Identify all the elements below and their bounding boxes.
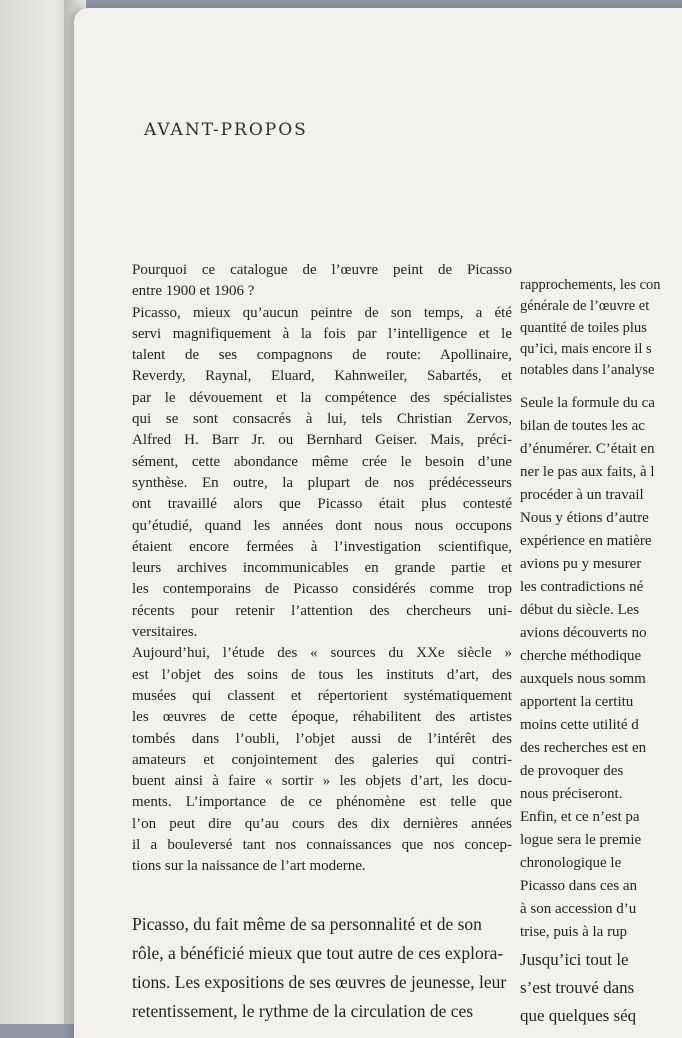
text-line: nous préciseront. (520, 786, 623, 802)
text-line: Seule la formule du ca (520, 395, 655, 411)
text-line: logue sera le premie (520, 832, 642, 848)
left-column-text-continued (132, 910, 512, 1026)
text-line: rôle, a bénéficié mieux que tout autre de ces explora- (132, 943, 504, 963)
text-line: retentissement, le rythme de la circulation de ces (132, 1001, 474, 1021)
text-line: étaient encore fermées à l’investigation scientifique, (132, 538, 512, 555)
text-line: début du siècle. Les (520, 602, 640, 618)
text-line: quantité de toiles plus (520, 319, 647, 336)
text-line: que quelques séq (520, 1006, 637, 1025)
text-line: trise, puis à la rup (520, 924, 628, 940)
text-line: l’on peut dire qu’au cours des dix dernières années (132, 815, 512, 832)
text-line: tions sur la naissance de l’art moderne. (132, 858, 366, 875)
text-line: auxquels nous somm (520, 671, 646, 687)
text-line: Picasso dans ces an (520, 878, 638, 894)
text-line: sément, cette abondance même crée le besoin d’une (132, 453, 512, 470)
book-page (74, 8, 682, 1038)
text-line: d’énumérer. C’était en (520, 441, 655, 457)
text-line: leurs archives incommunicables en grande partie et (132, 560, 512, 577)
text-line: est l’objet des soins de tous les instituts d’art, des (132, 666, 512, 683)
text-line: les contemporains de Picasso considérés comme trop (132, 581, 512, 598)
text-line: les contradictions né (520, 579, 644, 595)
text-line: moins cette utilité d (520, 717, 639, 733)
text-line: apportent la certitu (520, 694, 634, 710)
text-line: générale de l’œuvre et (520, 298, 650, 315)
text-line: ont travaillé alors que Picasso était plus contesté (132, 496, 512, 513)
right-column-text-top (520, 275, 682, 381)
text-line: Aujourd’hui, l’étude des « sources du XXe siècle » (132, 645, 512, 662)
right-column-text-middle (520, 392, 682, 944)
text-line: Alfred H. Barr Jr. ou Bernhard Geiser. Mais, préci- (132, 432, 512, 449)
text-line: s’est trouvé dans (520, 978, 635, 997)
text-line: bilan de toutes les ac (520, 418, 645, 434)
text-line: entre 1900 et 1906 ? (132, 283, 255, 300)
text-line: qui se sont consacrés à lui, tels Christian Zervos, (132, 411, 512, 428)
page-heading: AVANT-PROPOS (144, 120, 308, 140)
text-line: synthèse. En outre, la plupart de nos prédécesseurs (132, 474, 512, 491)
text-line: il a bouleversé tant nos connaissances que nos concep- (132, 837, 512, 854)
text-line: Nous y étions d’autre (520, 510, 649, 526)
text-line: expérience en matière (520, 533, 652, 549)
text-line: amateurs et conjointement des galeries qui contri- (132, 751, 512, 768)
text-line: Jusqu’ici tout le (520, 950, 629, 969)
text-line: qu’ici, mais encore il s (520, 340, 652, 357)
text-line: récents pour retenir l’attention des chercheurs uni- (132, 602, 512, 619)
text-line: ments. L’importance de ce phénomène est telle que (132, 794, 512, 811)
text-line: de provoquer des (520, 763, 624, 779)
text-line: Picasso, mieux qu’aucun peintre de son temps, a été (132, 304, 512, 321)
text-line: Enfin, et ce n’est pa (520, 809, 640, 825)
text-line: notables dans l’analyse (520, 362, 655, 379)
text-line: qu’étudié, quand les années dont nous nous occupons (132, 517, 512, 534)
text-line: Picasso, du fait même de sa personnalité et de son (132, 914, 482, 934)
text-line: avions découverts no (520, 625, 647, 641)
text-line: talent de ses compagnons de route: Apollinaire, (132, 347, 512, 364)
text-line: avions pu y mesurer (520, 556, 642, 572)
text-line: cherche méthodique (520, 648, 642, 664)
text-line: à son accession d’u (520, 901, 637, 917)
text-line: tions. Les expositions de ses œuvres de jeunesse, leur (132, 972, 507, 992)
right-column-text-bottom (520, 946, 682, 1030)
text-line: buent ainsi à faire « sortir » les objets d’art, les docu- (132, 773, 512, 790)
left-column-text (132, 260, 512, 878)
text-line: servi magnifiquement à la fois par l’intelligence et le (132, 325, 512, 342)
text-line: tombés dans l’oubli, l’objet aussi de l’intérêt des (132, 730, 512, 747)
text-line: ner le pas aux faits, à l (520, 464, 655, 480)
text-line: chronologique le (520, 855, 622, 871)
text-line: des recherches est en (520, 740, 647, 756)
text-line: Reverdy, Raynal, Eluard, Kahnweiler, Sabartés, et (132, 368, 512, 385)
text-line: procéder à un travail (520, 487, 644, 503)
text-line: musées qui classent et répertorient systématiquement (132, 687, 512, 704)
text-line: versitaires. (132, 624, 198, 641)
text-line: par le dévouement et la compétence des spécialistes (132, 389, 512, 406)
text-line: les œuvres de cette époque, réhabilitent des artistes (132, 709, 512, 726)
text-line: rapprochements, les con (520, 277, 661, 293)
text-line: Pourquoi ce catalogue de l’œuvre peint de Picasso (132, 262, 512, 278)
